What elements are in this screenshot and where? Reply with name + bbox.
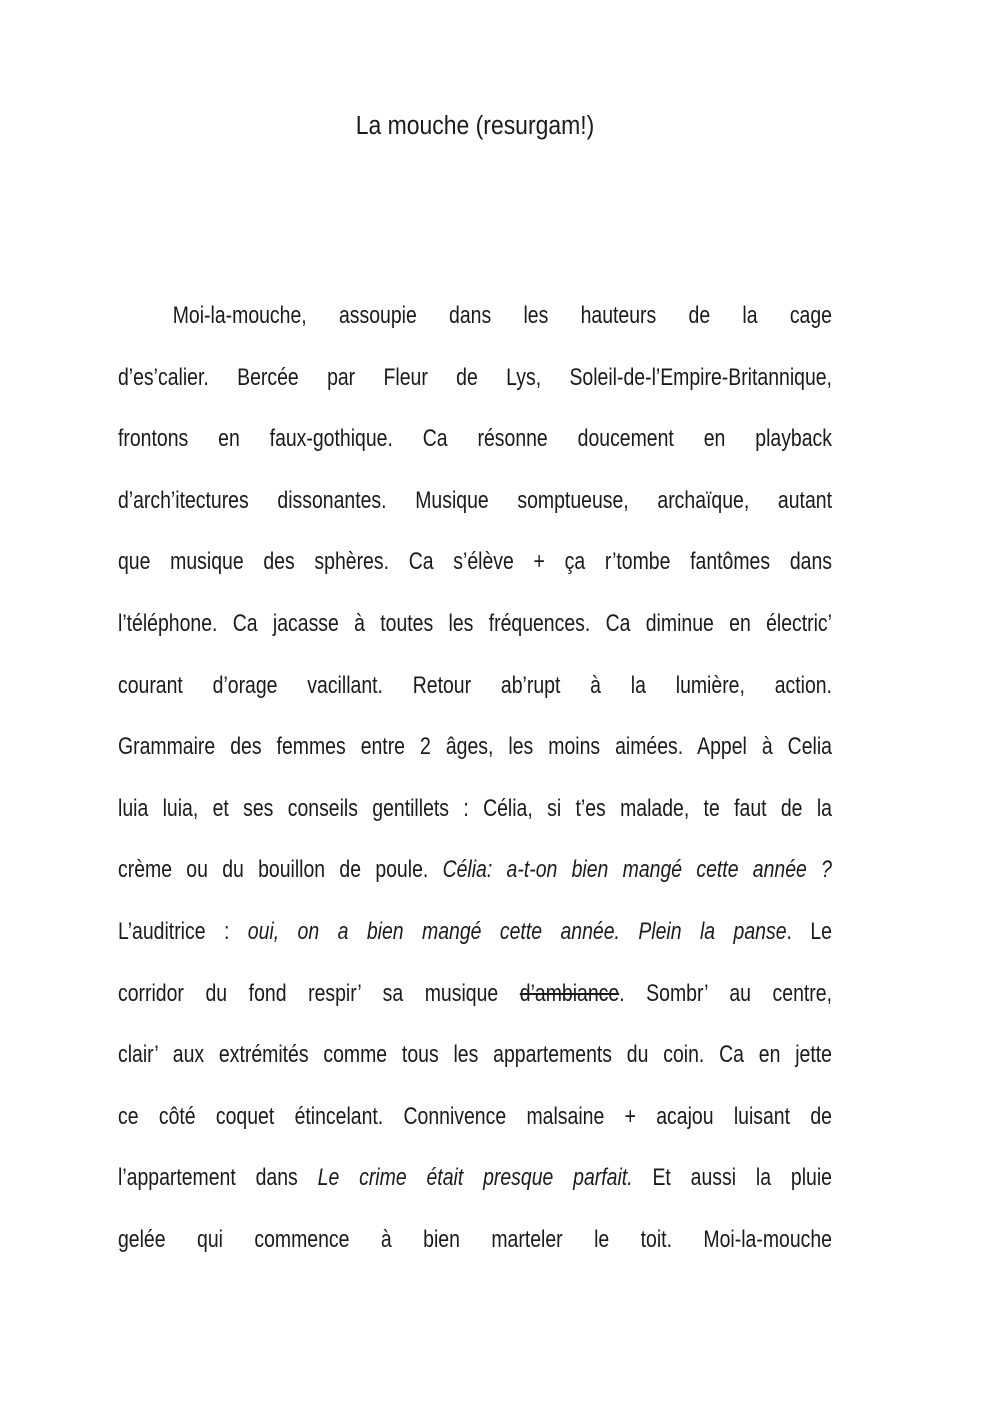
text-segment: . Sombr’ au centre, xyxy=(619,979,832,1007)
text-line xyxy=(118,963,832,1025)
text-segment: L’auditrice : xyxy=(118,917,248,945)
text-segment: clair’ aux extrémités comme tous les appartements du coin. Ca en jette xyxy=(118,1041,832,1069)
text-line xyxy=(118,1086,832,1148)
text-segment: d’es’calier. Bercée par Fleur de Lys, Soleil-de-l’Empire-Britannique, xyxy=(118,363,832,391)
text-line xyxy=(118,778,832,840)
text-segment: que musique des sphères. Ca s’élève + ça r’tombe fantômes dans xyxy=(118,548,832,576)
text-line xyxy=(118,839,832,901)
italic-text: oui, on a bien mangé cette année. Plein la panse xyxy=(247,917,787,945)
document-title: La mouche (resurgam!) xyxy=(355,112,595,140)
strikethrough-text: d’ambiance xyxy=(519,979,620,1007)
text-column xyxy=(118,0,832,1271)
text-line xyxy=(118,347,832,409)
text-segment: Et aussi la pluie xyxy=(632,1164,832,1192)
text-segment: luia luia, et ses conseils gentillets : Célia, si t’es malade, te faut de la xyxy=(118,794,832,822)
text-line xyxy=(118,716,832,778)
text-segment: l’téléphone. Ca jacasse à toutes les fréquences. Ca diminue en électric’ xyxy=(118,609,832,637)
text-segment: corridor du fond respir’ sa musique xyxy=(118,979,520,1007)
text-segment: d’arch’itectures dissonantes. Musique somptueuse, archaïque, autant xyxy=(118,486,832,514)
italic-text: Le crime était presque parfait. xyxy=(317,1164,633,1192)
text-line xyxy=(118,470,832,532)
text-line xyxy=(118,285,832,347)
text-line xyxy=(118,408,832,470)
text-segment: courant d’orage vacillant. Retour ab’rupt à la lumière, action. xyxy=(118,671,832,699)
italic-text: Célia: a-t-on bien mangé cette année ? xyxy=(442,856,832,884)
text-segment: Grammaire des femmes entre 2 âges, les moins aimées. Appel à Celia xyxy=(118,733,832,761)
text-segment: . Le xyxy=(786,917,832,945)
text-segment: crème ou du bouillon de poule. xyxy=(118,856,443,884)
text-line xyxy=(118,531,832,593)
paragraph xyxy=(118,285,832,1271)
text-line xyxy=(118,593,832,655)
text-segment: l’appartement dans xyxy=(118,1164,318,1192)
text-segment: ce côté coquet étincelant. Connivence malsaine + acajou luisant de xyxy=(118,1102,832,1130)
text-line xyxy=(118,901,832,963)
text-segment: Moi-la-mouche, assoupie dans les hauteurs de la cage xyxy=(172,302,832,329)
text-segment: frontons en faux-gothique. Ca résonne doucement en playback xyxy=(118,425,832,453)
text-segment: gelée qui commence à bien marteler le toit. Moi-la-mouche xyxy=(118,1225,832,1253)
text-line xyxy=(118,1147,832,1209)
text-line xyxy=(118,655,832,717)
text-line xyxy=(118,1209,832,1271)
text-line xyxy=(118,1024,832,1086)
